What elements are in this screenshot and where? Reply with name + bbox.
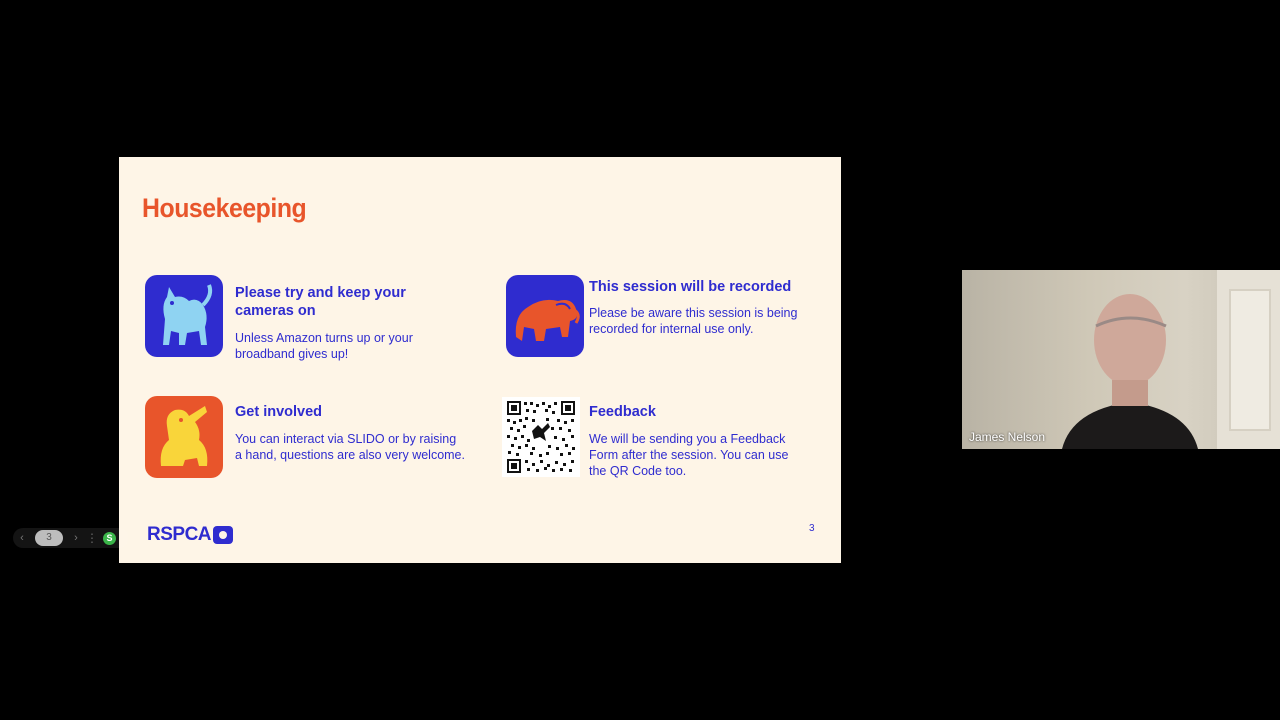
page-indicator[interactable]: 3 <box>35 530 63 546</box>
logo-mark-icon <box>213 526 233 544</box>
participant-video-tile[interactable] <box>962 270 1280 449</box>
feedback-title: Feedback <box>589 404 656 420</box>
cat-icon <box>145 275 223 357</box>
feedback-body: We will be sending you a Feedback Form after the session. You can use the QR Code too. <box>589 432 789 478</box>
presentation-slide <box>119 157 841 563</box>
get-involved-title: Get involved <box>235 404 323 420</box>
get-involved-body: You can interact via SLIDO or by raising a hand, questions are also very welcome. <box>235 432 465 462</box>
cameras-title: Please try and keep your cameras on <box>235 285 406 319</box>
cameras-body: Unless Amazon turns up or your broadband gives up! <box>235 331 413 361</box>
rspca-logo <box>147 524 233 546</box>
slide-page-number: 3 <box>809 523 815 534</box>
more-options-icon[interactable]: ⋮ <box>86 531 98 545</box>
mammoth-icon <box>506 275 584 357</box>
participant-video-icon <box>962 270 1280 449</box>
next-slide-button[interactable]: › <box>74 532 78 544</box>
slide-title: Housekeeping <box>142 193 307 223</box>
presenter-controls <box>13 528 128 548</box>
recorded-body: Please be aware this session is being recorded for internal use only. <box>589 306 798 336</box>
rabbit-icon <box>145 396 223 478</box>
recorded-title: This session will be recorded <box>589 279 792 295</box>
qr-code-icon <box>502 397 580 477</box>
slido-badge-icon[interactable]: S <box>103 532 116 545</box>
previous-slide-button[interactable]: ‹ <box>20 532 24 544</box>
logo-text: RSPCA <box>147 524 212 545</box>
participant-name: James Nelson <box>969 430 1046 444</box>
